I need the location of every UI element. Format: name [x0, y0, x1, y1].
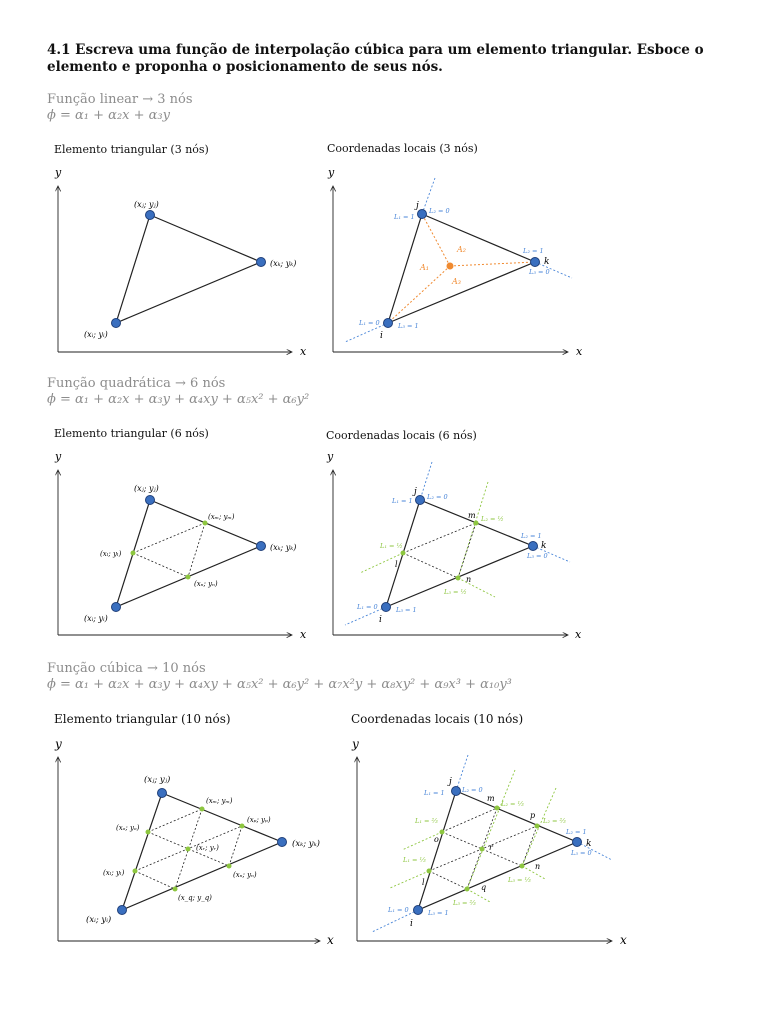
label-L2-half: L₂ = ½ [481, 515, 504, 523]
node-k [529, 542, 538, 551]
label-L2-23: L₂ = ⅔ [543, 817, 566, 825]
node-i [112, 603, 121, 612]
label-node-n: (xₙ; yₙ) [233, 871, 257, 879]
label-i: i [410, 919, 413, 929]
node-o [440, 830, 445, 835]
label-L1-half: L₁ = ½ [380, 542, 403, 550]
label-j: j [414, 487, 417, 497]
label-node-m: (xₘ; yₘ) [206, 797, 233, 805]
label-j: j [416, 201, 419, 211]
node-i [384, 319, 393, 328]
label-L2-0: L₂ = 0 [429, 207, 450, 215]
label-L3-0: L₃ = 0 [529, 268, 550, 276]
node-n [456, 576, 461, 581]
label-node-i: (xᵢ; yᵢ) [86, 915, 112, 925]
y-axis-label: y [55, 737, 62, 751]
equation-linear: ϕ = α₁ + α₂x + α₃y [47, 108, 170, 123]
label-L1-1: L₁ = 1 [394, 213, 415, 221]
node-k [257, 258, 266, 267]
node-i [382, 603, 391, 612]
triangle [388, 214, 535, 323]
node-j [146, 211, 155, 220]
label-node-j: (xⱼ; yⱼ) [134, 484, 159, 493]
node-k [257, 542, 266, 551]
label-L1-0: L₁ = 0 [359, 319, 380, 327]
label-node-i: (xᵢ; yᵢ) [84, 330, 108, 339]
label-l: l [395, 560, 398, 569]
node-n [520, 864, 525, 869]
label-L3-1: L₃ = 1 [398, 322, 419, 330]
label-node-k: (xₖ; yₖ) [292, 839, 320, 849]
label-i: i [380, 331, 383, 341]
label-L2-1: L₂ = 1 [523, 247, 544, 255]
y-axis-label: y [55, 166, 62, 179]
label-L1-1: L₁ = 1 [424, 789, 445, 797]
figure-local-3 [327, 166, 583, 358]
label-k: k [544, 257, 550, 267]
label-L3-half: L₃ = ½ [444, 588, 467, 596]
label-A1: A₁ [420, 263, 429, 272]
figure-local-10 [351, 737, 627, 947]
label-l: l [422, 878, 425, 887]
x-axis-label: x [620, 933, 627, 947]
label-L2-0: L₂ = 0 [427, 493, 448, 501]
node-j [146, 496, 155, 505]
label-node-q: (x_q; y_q) [178, 894, 212, 902]
label-L2-1: L₂ = 1 [566, 828, 587, 836]
node-i [112, 319, 121, 328]
label-L3-1: L₃ = 1 [396, 606, 417, 614]
exercise-heading: 4.1 Escreva uma função de interpolação cúbica para um elemento triangular. Esboce o elemento e proponha o posicionamento de seus nós. [47, 42, 704, 75]
label-k: k [541, 541, 547, 551]
label-L2-13: L₂ = ⅓ [501, 800, 524, 808]
label-node-o: (xₒ; yₒ) [116, 824, 140, 832]
equation-quadratic: ϕ = α₁ + α₂x + α₃y + α₄xy + α₅x² + α₆y² [47, 392, 310, 407]
node-m [495, 806, 500, 811]
equation-cubic: ϕ = α₁ + α₂x + α₃y + α₄xy + α₅x² + α₆y² + α₇x²y + α₈xy² + α₉x³ + α₁₀y³ [47, 677, 512, 692]
triangle [116, 215, 261, 323]
node-n [186, 575, 191, 580]
node-j [452, 787, 461, 796]
node-l [131, 551, 136, 556]
node-m [200, 807, 205, 812]
section-title-quadratic: Função quadrática → 6 nós [47, 376, 226, 391]
label-L1-0: L₁ = 0 [357, 603, 378, 611]
label-r: r [489, 843, 493, 852]
node-q [173, 887, 178, 892]
node-l [133, 869, 138, 874]
node-i [414, 906, 423, 915]
node-p [240, 824, 245, 829]
y-axis-label: y [352, 737, 359, 751]
label-L2-1: L₂ = 1 [521, 532, 542, 540]
node-k [531, 258, 540, 267]
label-node-r: (xᵣ; yᵣ) [196, 844, 219, 852]
label-node-k: (xₖ; yₖ) [270, 259, 297, 268]
label-L1-13: L₁ = ⅓ [403, 856, 426, 864]
label-node-k: (xₖ; yₖ) [270, 543, 297, 552]
label-local-10: Coordenadas locais (10 nós) [351, 712, 524, 726]
node-q [465, 887, 470, 892]
interior-point [447, 263, 454, 270]
y-axis-label: y [327, 450, 334, 463]
node-r [480, 847, 485, 852]
node-r [186, 847, 191, 852]
label-A2: A₂ [457, 245, 466, 254]
label-node-l: (xₗ; yₗ) [100, 550, 122, 558]
label-L3-23: L₃ = ⅔ [453, 899, 476, 907]
label-node-m: (xₘ; yₘ) [208, 513, 235, 521]
node-l [427, 869, 432, 874]
node-j [158, 789, 167, 798]
label-m: m [468, 511, 476, 520]
node-o [146, 830, 151, 835]
label-i: i [379, 615, 382, 625]
label-L2-0: L₂ = 0 [462, 786, 483, 794]
label-L3-13: L₃ = ⅓ [508, 876, 531, 884]
label-o: o [434, 835, 439, 844]
label-element-10: Elemento triangular (10 nós) [54, 712, 231, 726]
label-L1-0: L₁ = 0 [388, 906, 409, 914]
x-axis-label: x [576, 345, 583, 358]
section-title-cubic: Função cúbica → 10 nós [47, 661, 206, 676]
figure-element-6 [54, 450, 307, 641]
node-k [278, 838, 287, 847]
label-node-n: (xₙ; yₙ) [194, 580, 218, 588]
x-axis-label: x [300, 345, 307, 358]
label-k: k [586, 839, 592, 849]
node-m [474, 521, 479, 526]
x-axis-label: x [327, 933, 334, 947]
label-m: m [487, 794, 495, 803]
label-node-l: (xₗ; yₗ) [103, 869, 125, 877]
x-axis-label: x [300, 628, 307, 641]
label-node-i: (xᵢ; yᵢ) [84, 614, 108, 623]
node-j [418, 210, 427, 219]
label-node-j: (xⱼ; yⱼ) [134, 200, 159, 209]
label-element-3: Elemento triangular (3 nós) [54, 143, 209, 156]
label-L1-23: L₁ = ⅔ [415, 817, 438, 825]
figure-element-10 [54, 737, 334, 947]
node-p [535, 824, 540, 829]
label-j: j [449, 777, 452, 787]
figure-local-6 [326, 450, 582, 641]
label-node-p: (xₚ; yₚ) [247, 816, 271, 824]
node-j [416, 496, 425, 505]
node-m [203, 521, 208, 526]
node-n [227, 864, 232, 869]
figure-element-3 [54, 166, 307, 358]
label-element-6: Elemento triangular (6 nós) [54, 427, 209, 440]
label-local-3: Coordenadas locais (3 nós) [327, 142, 478, 155]
label-L3-0: L₃ = 0 [527, 552, 548, 560]
label-node-j: (xⱼ; yⱼ) [144, 775, 171, 785]
node-k [573, 838, 582, 847]
label-p: p [530, 811, 536, 820]
node-i [118, 906, 127, 915]
label-L3-0: L₃ = 0 [571, 849, 592, 857]
y-axis-label: y [328, 166, 335, 179]
label-A3: A₃ [452, 277, 461, 286]
label-n: n [466, 575, 472, 584]
y-axis-label: y [55, 450, 62, 463]
label-L3-1: L₃ = 1 [428, 909, 449, 917]
label-q: q [481, 883, 487, 892]
node-l [401, 551, 406, 556]
label-L1-1: L₁ = 1 [392, 497, 413, 505]
label-n: n [535, 862, 541, 871]
x-axis-label: x [575, 628, 582, 641]
section-title-linear: Função linear → 3 nós [47, 92, 193, 107]
label-local-6: Coordenadas locais (6 nós) [326, 429, 477, 442]
